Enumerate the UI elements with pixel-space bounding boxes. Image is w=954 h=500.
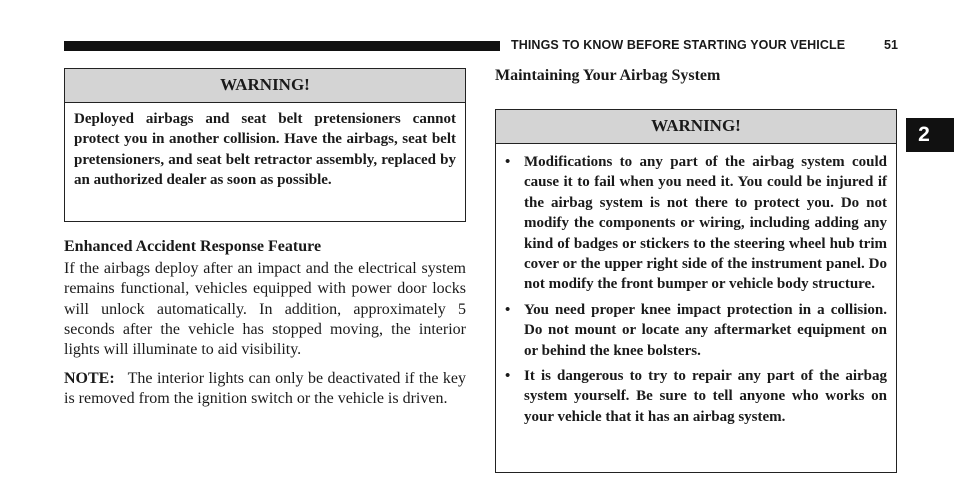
page-number: 51 bbox=[884, 38, 898, 52]
warning-list-body bbox=[496, 144, 896, 427]
list-item-text: It is dangerous to try to repair any part of the airbag system yourself. Be sure to tell anyone who works on your vehicle that it has an airbag system. bbox=[524, 368, 887, 425]
paragraph-enhanced-accident-response: If the airbags deploy after an impact and the electrical system remains functional, vehicles equipped with power door locks will unlock automatically. In addition, approximately 5 seconds after the vehicle has stopped moving, the interior lights will illuminate to aid visibility. bbox=[64, 260, 466, 359]
list-item bbox=[505, 366, 887, 427]
list-item bbox=[505, 152, 887, 295]
bullet-icon: • bbox=[505, 301, 511, 318]
section-heading-enhanced-accident-response: Enhanced Accident Response Feature bbox=[64, 238, 322, 255]
warning-box-airbag-system bbox=[495, 109, 897, 473]
chapter-tab: 2 bbox=[906, 118, 954, 152]
note-block bbox=[64, 369, 466, 410]
bullet-icon: • bbox=[505, 368, 511, 385]
bullet-icon: • bbox=[505, 154, 511, 170]
list-item-text: You need proper knee impact protection in a collision. Do not mount or locate any aftermarket equipment on or behind the knee bolsters. bbox=[524, 301, 887, 359]
list-item-text: Modifications to any part of the airbag system could cause it to fail when you need it. You could be injured if the airbag system is not there to protect you. Do not modify the components or wiring, including adding any kind of badges or stickers to the steering wheel hub trim cover or the upper right side of the instrument panel. Do not modify the front bumper or vehicle body structure. bbox=[524, 154, 887, 293]
running-header-title: THINGS TO KNOW BEFORE STARTING YOUR VEHICLE bbox=[511, 38, 846, 52]
list-item bbox=[505, 300, 887, 361]
warning-title: WARNING! bbox=[496, 110, 896, 144]
warning-text: Deployed airbags and seat belt pretensioners cannot protect you in another collision. Have the airbags, seat belt pretensioners, and seat belt retractor assembly, replaced by an authorized dealer as soon as possible. bbox=[74, 111, 456, 189]
warning-title: WARNING! bbox=[65, 69, 465, 103]
note-label: NOTE: bbox=[64, 370, 115, 387]
note-text: The interior lights can only be deactivated if the key is removed from the ignition switch or the vehicle is driven. bbox=[64, 370, 466, 408]
section-heading-maintaining-airbag-system: Maintaining Your Airbag System bbox=[495, 67, 721, 84]
warning-box-deployed-airbags bbox=[64, 68, 466, 222]
header-rule bbox=[64, 41, 500, 51]
warning-bullet-list bbox=[505, 152, 887, 427]
